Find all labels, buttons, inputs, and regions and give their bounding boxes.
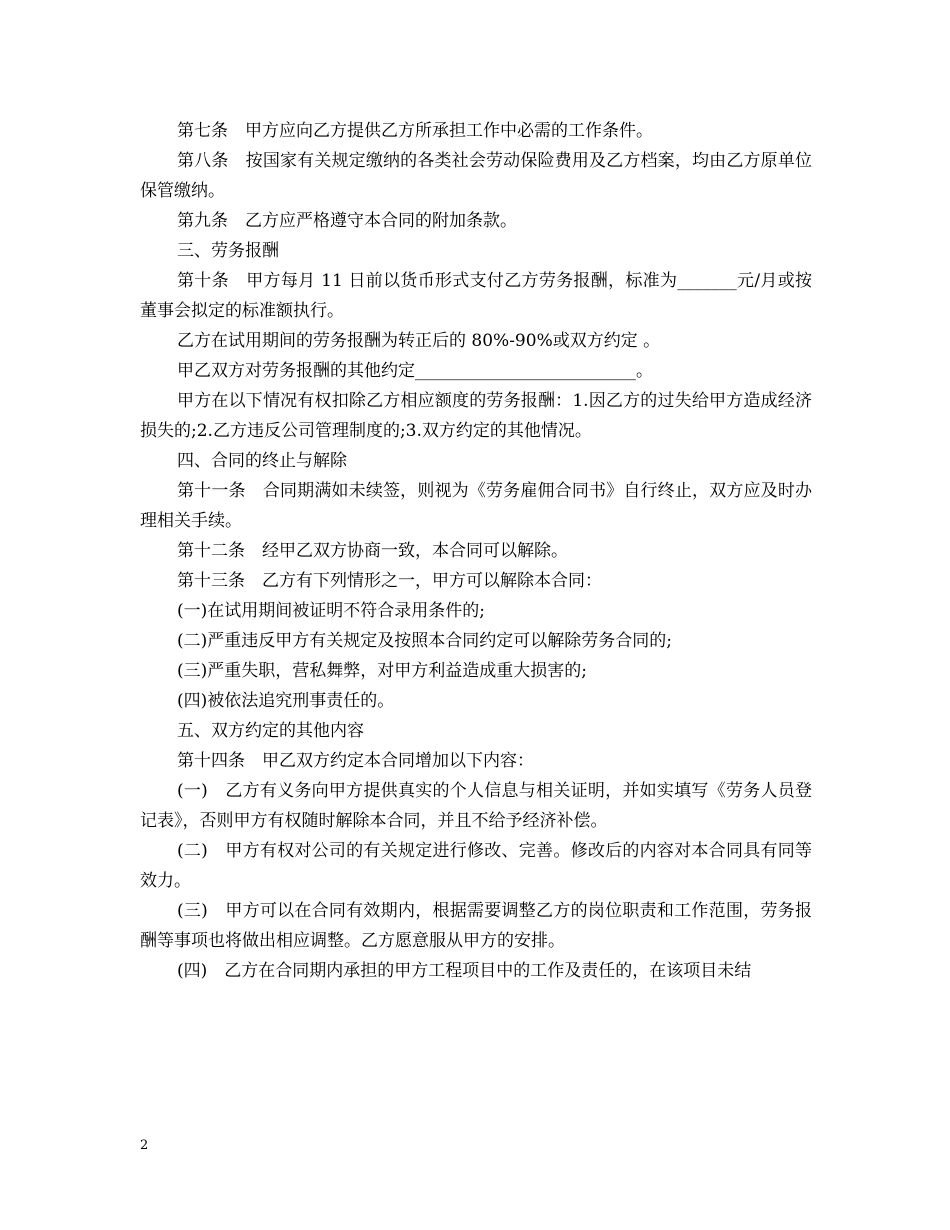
article-14-item-3: (三) 甲方可以在合同有效期内，根据需要调整乙方的岗位职责和工作范围，劳务报酬等事项也将做出相应调整。乙方愿意服从甲方的安排。 <box>140 901 812 951</box>
article-14-paragraph: 第十四条 甲乙双方约定本合同增加以下内容： <box>177 751 534 771</box>
document-body <box>140 116 812 986</box>
article-8-paragraph: 第八条 按国家有关规定缴纳的各类社会劳动保险费用及乙方档案，均由乙方原单位保管缴纳。 <box>140 151 812 201</box>
section-3-heading: 三、劳务报酬 <box>177 241 279 261</box>
article-13-item-4: (四)被依法追究刑事责任的。 <box>177 691 395 711</box>
page-number: 2 <box>140 1138 149 1153</box>
pay-deduction-paragraph: 甲方在以下情况有权扣除乙方相应额度的劳务报酬：1.因乙方的过失给甲方造成经济损失的;2.乙方违反公司管理制度的;3.双方约定的其他情况。 <box>140 391 812 441</box>
section-5-heading: 五、双方约定的其他内容 <box>177 721 364 741</box>
probation-pay-paragraph: 乙方在试用期间的劳务报酬为转正后的 80%-90%或双方约定 。 <box>177 331 661 351</box>
article-13-item-1: (一)在试用期间被证明不符合录用条件的; <box>177 601 485 621</box>
article-13-item-3: (三)严重失职，营私舞弊，对甲方利益造成重大损害的; <box>177 661 587 681</box>
article-12-paragraph: 第十二条 经甲乙双方协商一致，本合同可以解除。 <box>177 541 568 561</box>
other-pay-agreement-paragraph: 甲乙双方对劳务报酬的其他约定__________________________。 <box>177 361 653 381</box>
article-9-paragraph: 第九条 乙方应严格遵守本合同的附加条款。 <box>177 211 517 231</box>
article-13-item-2: (二)严重违反甲方有关规定及按照本合同约定可以解除劳务合同的; <box>177 631 672 651</box>
article-14-item-4: (四) 乙方在合同期内承担的甲方工程项目中的工作及责任的，在该项目未结 <box>177 961 752 981</box>
article-14-item-1: (一) 乙方有义务向甲方提供真实的个人信息与相关证明，并如实填写《劳务人员登记表》，否则甲方有权随时解除本合同，并且不给予经济补偿。 <box>140 781 812 831</box>
article-7-paragraph: 第七条 甲方应向乙方提供乙方所承担工作中必需的工作条件。 <box>177 121 653 141</box>
section-4-heading: 四、合同的终止与解除 <box>177 451 347 471</box>
article-11-paragraph: 第十一条 合同期满如未续签，则视为《劳务雇佣合同书》自行终止，双方应及时办理相关手续。 <box>140 481 812 531</box>
article-14-item-2: (二) 甲方有权对公司的有关规定进行修改、完善。修改后的内容对本合同具有同等效力。 <box>140 841 812 891</box>
article-13-paragraph: 第十三条 乙方有下列情形之一，甲方可以解除本合同： <box>177 571 602 591</box>
article-10-paragraph: 第十条 甲方每月 11 日前以货币形式支付乙方劳务报酬，标准为_______元/月或按董事会拟定的标准额执行。 <box>140 271 812 321</box>
